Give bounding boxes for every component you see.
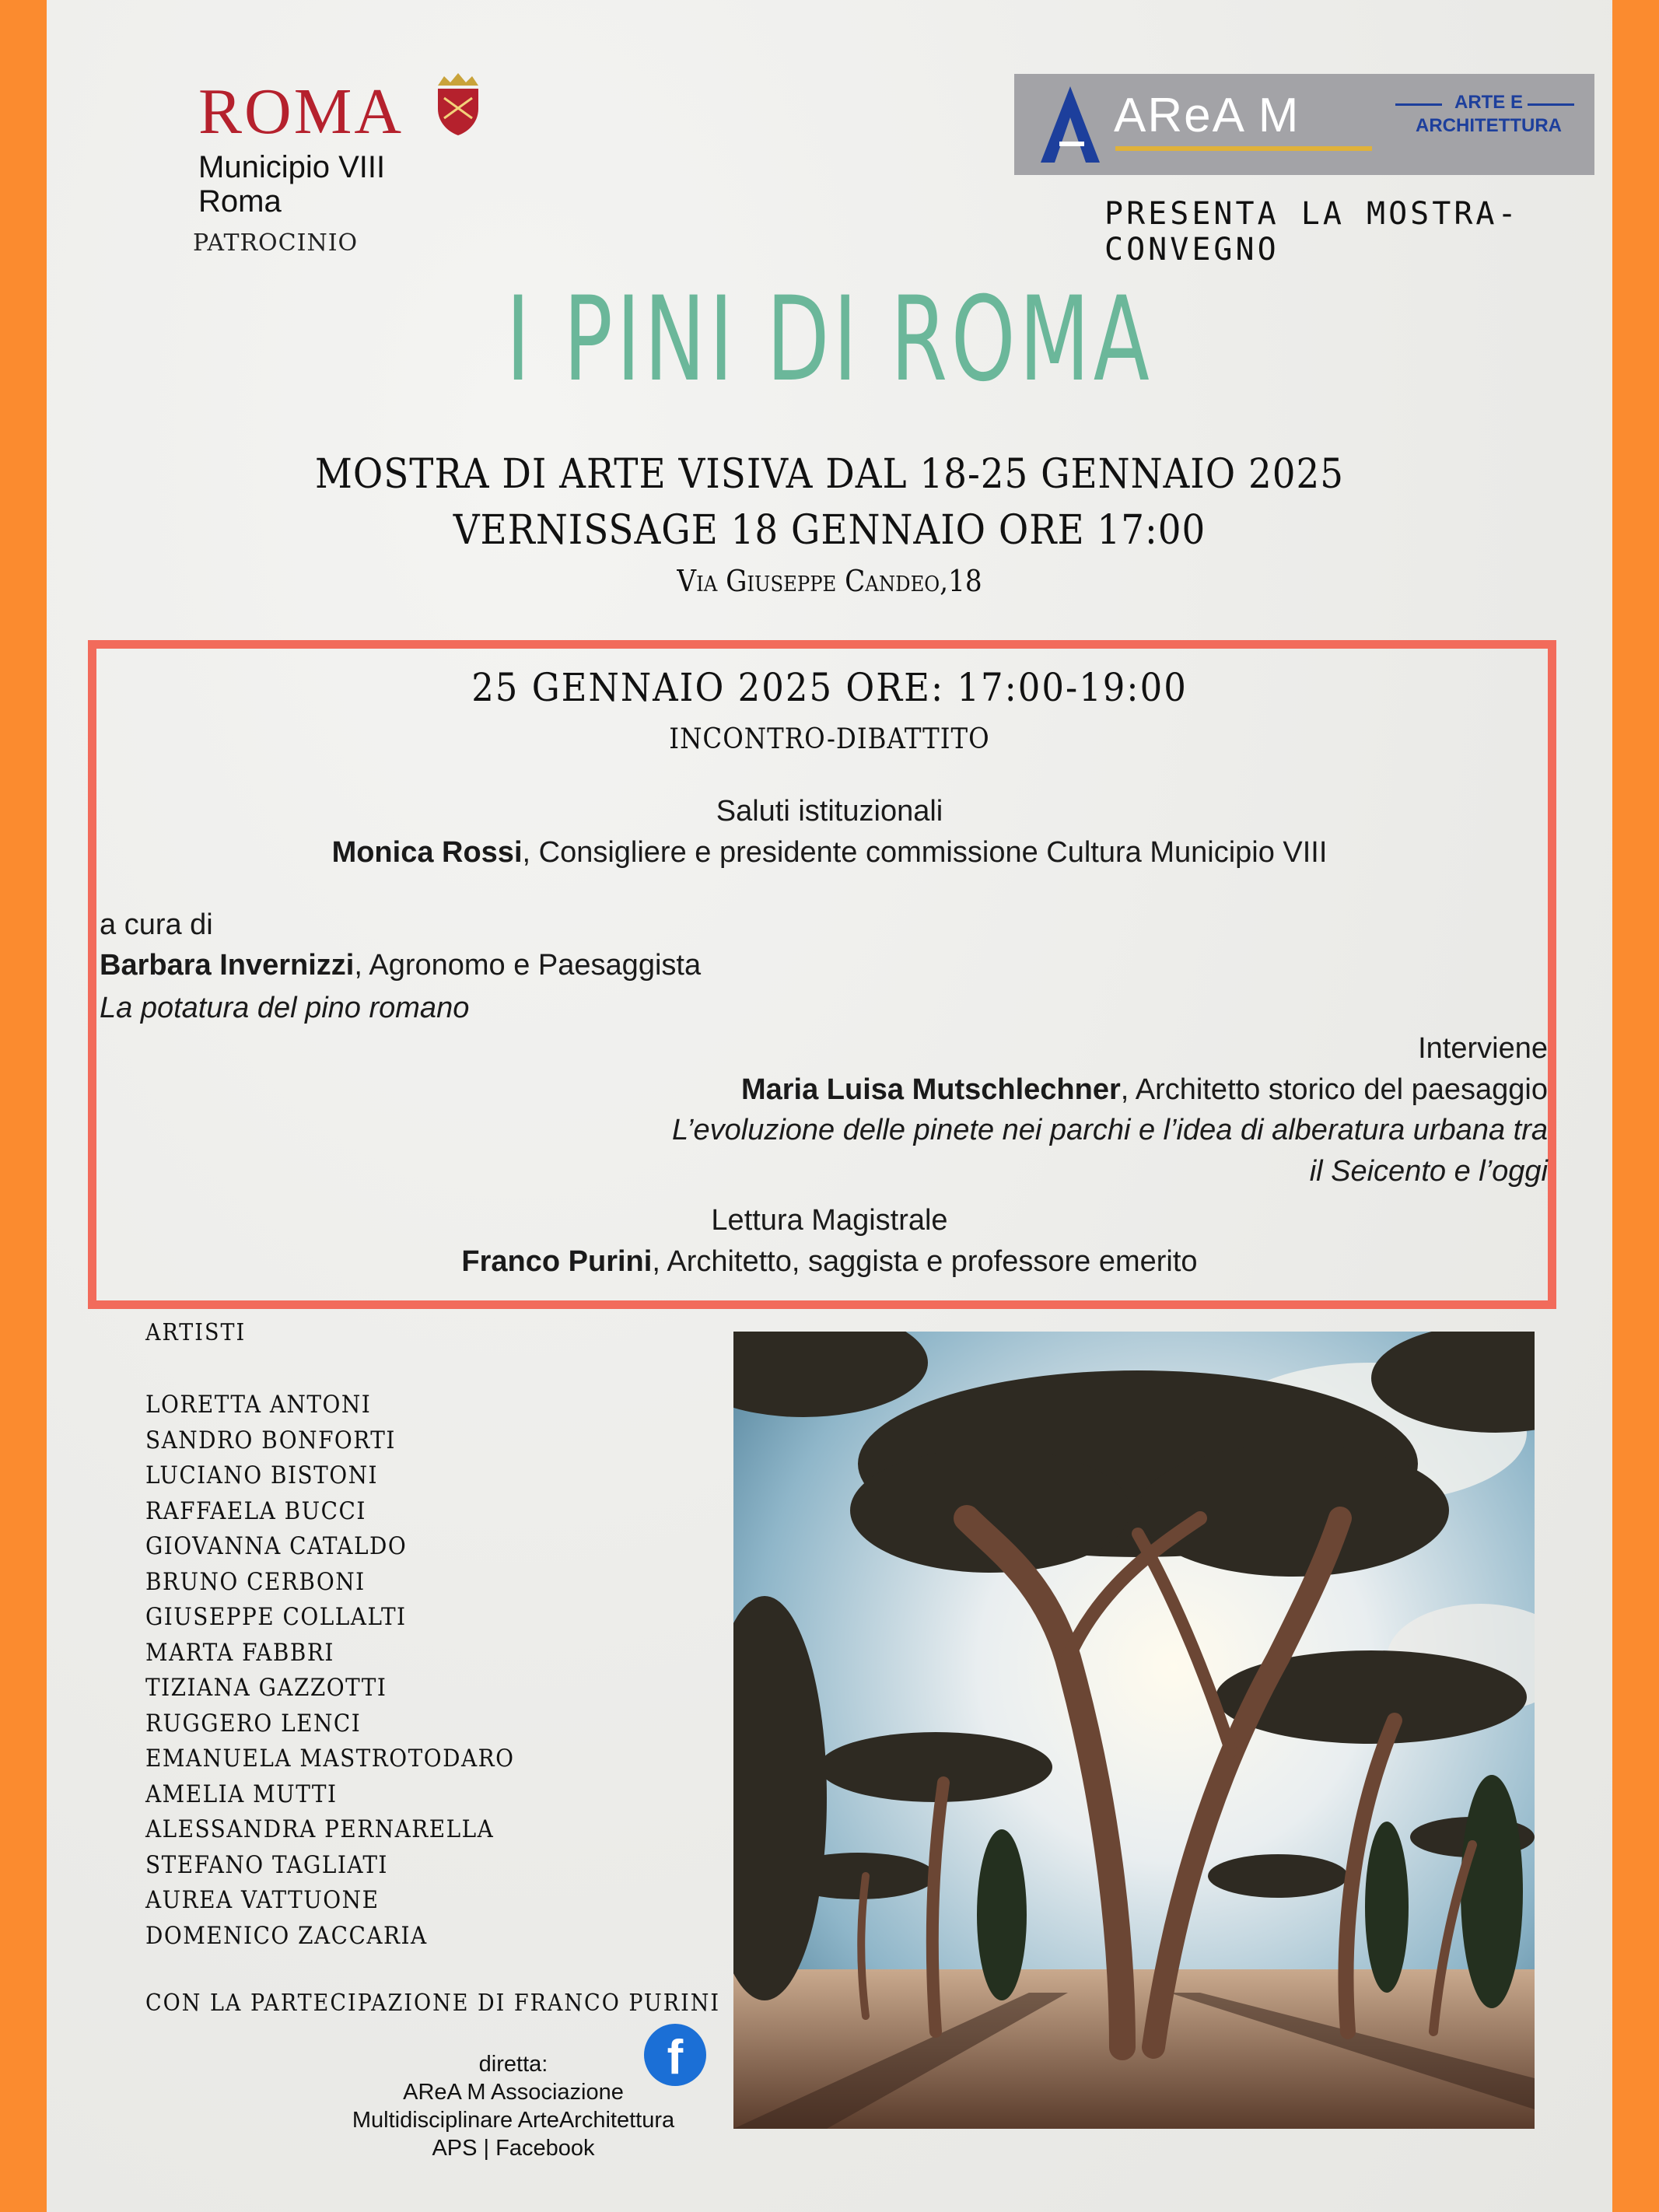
artist-item: GIUSEPPE COLLALTI — [145, 1603, 407, 1631]
orange-frame-right — [1612, 0, 1659, 2212]
diretta-info[interactable] — [319, 2050, 708, 2162]
orange-frame-left — [0, 0, 47, 2212]
lettura-label: Lettura Magistrale — [711, 1204, 948, 1237]
patrocinio-label: PATROCINIO — [193, 229, 359, 257]
roma-wordmark: ROMA — [198, 75, 404, 148]
diretta-label: diretta: — [478, 2052, 548, 2077]
municipio-name: Municipio VIII — [198, 150, 386, 184]
poster-title: I PINI DI ROMA — [506, 272, 1153, 408]
area-m-logo — [1014, 74, 1594, 175]
roma-crest-icon — [433, 72, 483, 137]
municipio-city: Roma — [198, 184, 282, 219]
artists-label: ARTISTI — [145, 1319, 247, 1346]
logo-gold-bar — [1115, 146, 1372, 151]
diretta-line3: APS | Facebook — [432, 2136, 595, 2161]
saluti-label: Saluti istituzionali — [716, 795, 943, 828]
presenta-label: PRESENTA LA MOSTRA-CONVEGNO — [1104, 196, 1520, 268]
lettura-name: Franco Purini — [461, 1245, 653, 1278]
diretta-line1: AReA M Associazione — [403, 2080, 624, 2105]
artist-item: RAFFAELA BUCCI — [145, 1496, 366, 1525]
artist-item: BRUNO CERBONI — [145, 1567, 366, 1596]
artist-item: STEFANO TAGLIATI — [145, 1850, 388, 1879]
artist-item: AUREA VATTUONE — [145, 1886, 380, 1914]
mostra-dates: MOSTRA DI ARTE VISIVA DAL 18-25 GENNAIO 2025 — [314, 451, 1345, 498]
artist-item: LORETTA ANTONI — [145, 1391, 372, 1419]
artist-item: TIZIANA GAZZOTTI — [145, 1674, 387, 1702]
interviene-line — [47, 1073, 1548, 1107]
artist-item: GIOVANNA CATALDO — [145, 1532, 408, 1560]
area-m-a-icon — [1036, 82, 1106, 167]
artist-item: EMANUELA MASTROTODARO — [145, 1745, 515, 1773]
artist-item: MARTA FABBRI — [145, 1638, 334, 1667]
artist-item: RUGGERO LENCI — [145, 1709, 362, 1738]
artist-item: LUCIANO BISTONI — [145, 1461, 378, 1489]
artists-list — [145, 1388, 515, 1954]
cura-line — [100, 949, 701, 982]
interviene-topic-2: il Seicento e l’oggi — [1309, 1155, 1548, 1188]
interviene-topic-1: L’evoluzione delle pinete nei parchi e l’idea di alberatura urbana tra — [672, 1114, 1548, 1146]
poster — [47, 0, 1612, 2212]
artist-item: ALESSANDRA PERNARELLA — [145, 1815, 495, 1843]
partecipazione: CON LA PARTECIPAZIONE DI FRANCO PURINI — [145, 1990, 721, 2017]
area-m-logo-text: AReA M — [1114, 89, 1300, 142]
cura-label: a cura di — [100, 908, 213, 941]
facebook-icon[interactable]: f — [644, 2024, 706, 2086]
interviene-role: , Architetto storico del paesaggio — [1120, 1073, 1548, 1106]
saluti-role: , Consigliere e presidente commissione Cultura Municipio VIII — [522, 836, 1328, 869]
logo-architettura: ARCHITETTURA — [1416, 115, 1562, 136]
interviene-name: Maria Luisa Mutschlechner — [740, 1073, 1121, 1106]
program-type: INCONTRO-DIBATTITO — [669, 723, 990, 755]
lettura-role: , Architetto, saggista e professore emerito — [652, 1245, 1198, 1278]
artist-item: SANDRO BONFORTI — [145, 1426, 396, 1454]
program-date: 25 GENNAIO 2025 ORE: 17:00-19:00 — [471, 665, 1188, 710]
vernissage: VERNISSAGE 18 GENNAIO ORE 17:00 — [453, 507, 1206, 554]
saluti-name: Monica Rossi — [331, 836, 523, 869]
umbrella-pines-image — [733, 1332, 1535, 2129]
cura-role: , Agronomo e Paesaggista — [354, 949, 702, 982]
cura-name: Barbara Invernizzi — [100, 949, 355, 982]
address: Via Giuseppe Candeo,18 — [677, 564, 982, 598]
logo-arte: ARTE E — [1454, 92, 1523, 113]
diretta-line2: Multidisciplinare ArteArchitettura — [352, 2108, 675, 2133]
municipio-label — [198, 150, 385, 219]
interviene-label: Interviene — [1418, 1032, 1548, 1065]
logo-arte-architettura — [1403, 91, 1574, 138]
lettura-line — [47, 1245, 1612, 1279]
artist-item: DOMENICO ZACCARIA — [145, 1921, 428, 1950]
artist-item: AMELIA MUTTI — [145, 1780, 338, 1808]
saluti-line — [47, 836, 1612, 870]
cura-topic: La potatura del pino romano — [100, 992, 470, 1024]
